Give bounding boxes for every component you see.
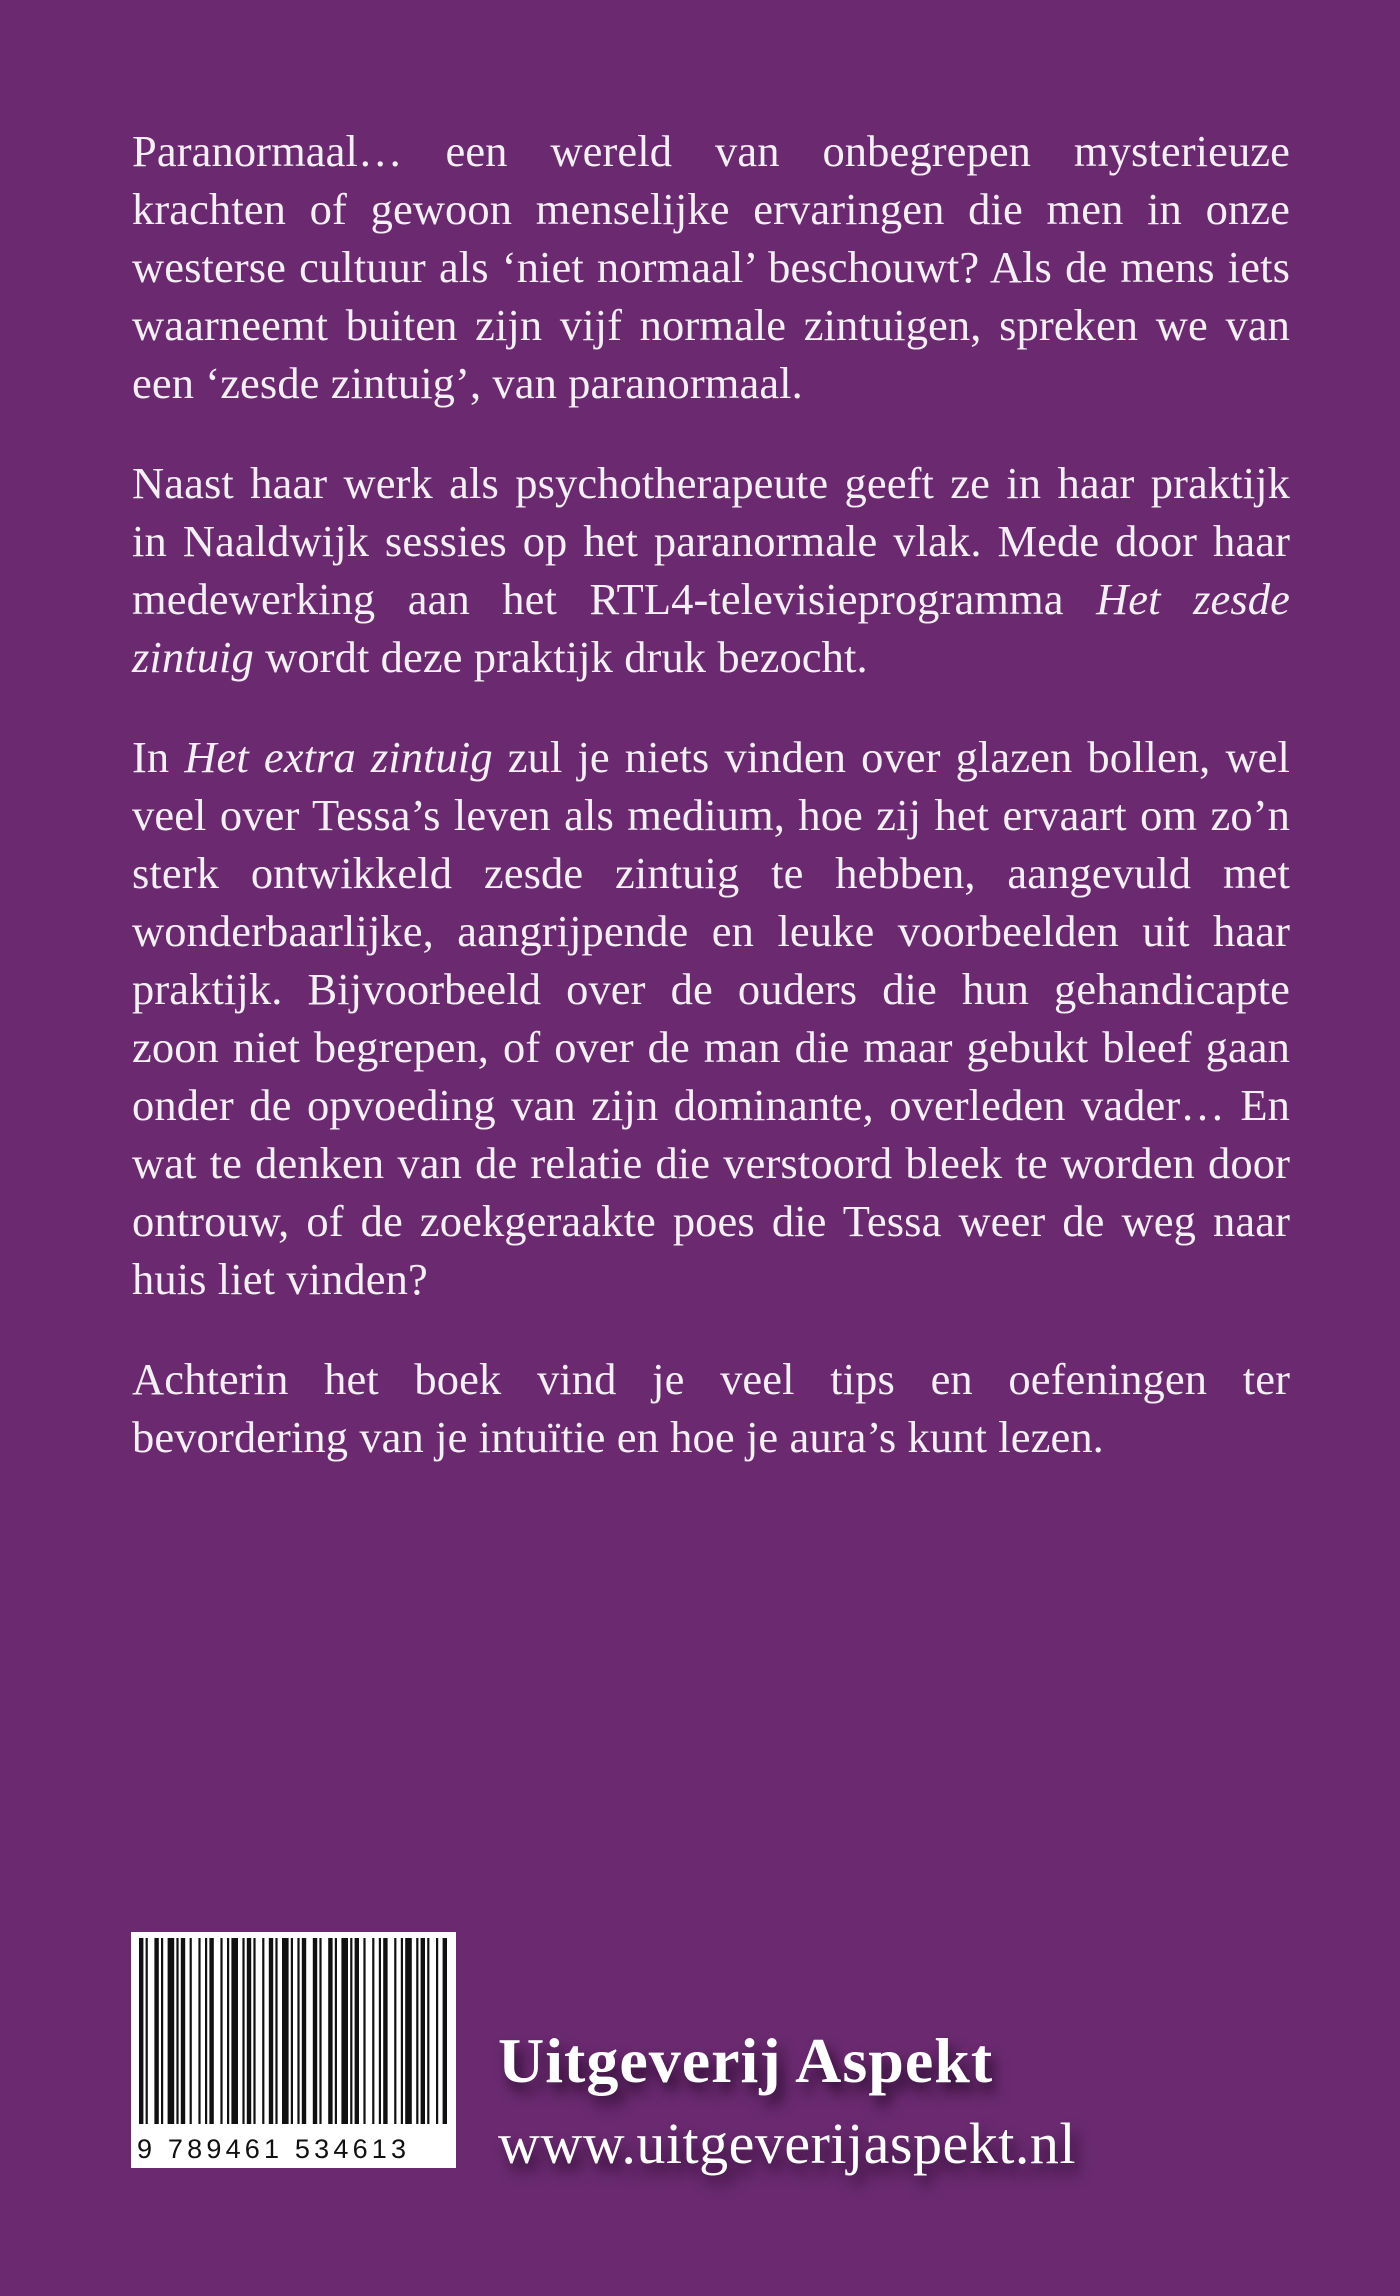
barcode-bar (275, 1938, 277, 2124)
barcode-bar (401, 1938, 403, 2124)
barcode-bar (269, 1938, 273, 2124)
publisher-website[interactable]: www.uitgeverijaspekt.nl (498, 2111, 1076, 2176)
barcode-bar (282, 1938, 289, 2124)
barcode-bar (161, 1938, 163, 2124)
barcode-bar (372, 1938, 374, 2124)
barcode-bar (394, 1938, 396, 2124)
barcode-bar (242, 1938, 244, 2124)
tv-program-title: Het zesde zintuig (132, 574, 1290, 682)
blurb-p3-text-end: zul je niets vinden over glazen bollen, wel veel over Tessa’s leven als medium, hoe zij het ervaart om zo’n sterk ontwikkeld zesde zintuig te hebben, aangevuld met wonderbaarlijke, aangrijpende en leuke voorbeelden uit haar praktijk. Bijvoorbeeld over de ouders die hun gehandicapte zoon niet begrepen, of over de man die maar gebukt bleef gaan onder de opvoeding van zijn dominante, overleden vader… En wat te denken van de relatie die verstoord bleek te worden door ontrouw, of de zoekgeraakte poes die Tessa weer de weg naar huis liet vinden? (132, 732, 1290, 1304)
barcode-bar (443, 1938, 447, 2124)
blurb-paragraph-3 (132, 728, 1290, 1308)
back-cover-blurb (132, 122, 1290, 1508)
barcode-bar (227, 1938, 229, 2124)
barcode-bar (355, 1938, 359, 2124)
barcode-bar (262, 1938, 264, 2124)
isbn-barcode (131, 1932, 456, 2168)
barcode-bar (379, 1938, 381, 2124)
barcode-bar (341, 1938, 348, 2124)
barcode-bar (416, 1938, 418, 2124)
barcode-bars (137, 1938, 450, 2124)
barcode-bar (363, 1938, 365, 2124)
barcode-bar (383, 1938, 387, 2124)
barcode-bar (302, 1938, 306, 2124)
barcode-bar (205, 1938, 207, 2124)
blurb-paragraph-2 (132, 454, 1290, 686)
blurb-paragraph-1: Paranormaal… een wereld van onbegrepen mysterieuze krachten of gewoon menselijke ervaringen die men in onze westerse cultuur als ‘niet normaal’ beschouwt? Als de mens iets waarneemt buiten zijn vijf normale zintuigen, spreken we van een ‘zesde zintuig’, van paranormaal. (132, 126, 1290, 408)
blurb-p3-text: In (132, 732, 185, 782)
barcode-bar (139, 1938, 143, 2124)
barcode-bar (405, 1938, 412, 2124)
barcode-bar (168, 1938, 175, 2124)
barcode-bar (313, 1938, 317, 2124)
barcode-bar (146, 1938, 148, 2124)
barcode-bar (427, 1938, 429, 2124)
barcode-bar (436, 1938, 438, 2124)
barcode-bar (220, 1938, 222, 2124)
isbn-number: 9 789461 534613 (131, 2134, 456, 2164)
barcode-bar (198, 1938, 200, 2124)
book-title: Het extra zintuig (184, 732, 493, 782)
barcode-bar (328, 1938, 332, 2124)
blurb-p2-text: Naast haar werk als psychotherapeute geeft ze in haar praktijk in Naaldwijk sessies op het paranormale vlak. Mede door haar medewerking aan het RTL4-televisieprogramma (132, 458, 1290, 624)
barcode-bar (291, 1938, 293, 2124)
barcode-bar (181, 1938, 185, 2124)
barcode-bar (350, 1938, 352, 2124)
barcode-bar (421, 1938, 425, 2124)
barcode-bar (253, 1938, 255, 2124)
barcode-bar (319, 1938, 321, 2124)
blurb-p2-text-end: wordt deze praktijk druk bezocht. (253, 632, 868, 682)
publisher-name: Uitgeverij Aspekt (498, 2025, 994, 2096)
barcode-bar (154, 1938, 158, 2124)
barcode-bar (209, 1938, 213, 2124)
barcode-bar (297, 1938, 299, 2124)
barcode-bar (190, 1938, 192, 2124)
blurb-paragraph-4: Achterin het boek vind je veel tips en oefeningen ter bevordering van je intuïtie en hoe je aura’s kunt lezen. (132, 1354, 1290, 1462)
barcode-bar (247, 1938, 251, 2124)
barcode-bar (231, 1938, 238, 2124)
barcode-bar (335, 1938, 337, 2124)
barcode-bar (176, 1938, 178, 2124)
